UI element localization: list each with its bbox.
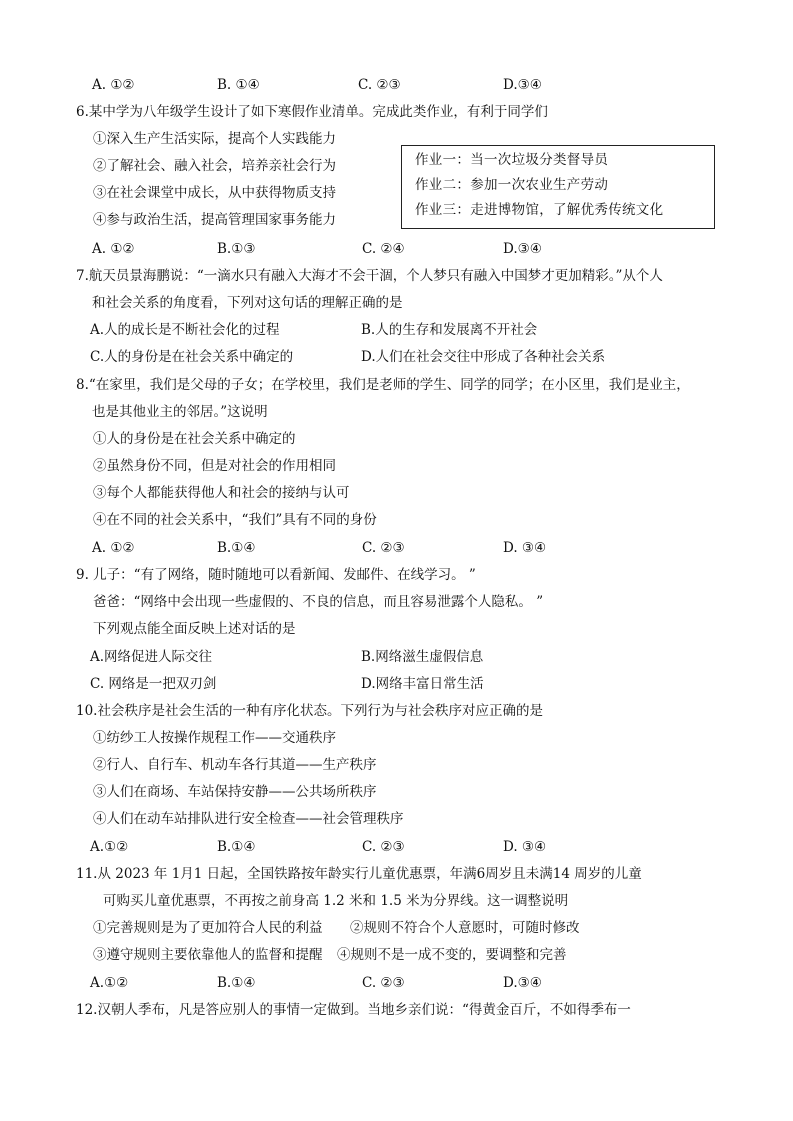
q8-option-c: C. ②③ [362,540,405,556]
q8-item-2: ②虽然身份不同，但是对社会的作用相同 [93,458,336,474]
homework-item-3: 作业三：走进博物馆，了解优秀传统文化 [415,202,664,218]
q8-option-d: D. ③④ [503,540,547,556]
q5-option-b: B. ①④ [217,77,260,93]
q6-item-2: ②了解社会、融入社会，培养亲社会行为 [93,158,336,174]
q11-option-b: B.①④ [217,975,256,991]
q10-item-3: ③人们在商场、车站保持安静——公共场所秩序 [93,784,377,800]
q8-stem-line1: 8.“在家里，我们是父母的子女；在学校里，我们是老师的学生、同学的同学；在小区里，我们是业主， [76,377,690,393]
q11-item-1: ①完善规则是为了更加符合人民的利益 [93,920,323,936]
q6-item-1: ①深入生产生活实际，提高个人实践能力 [93,131,336,147]
q7-option-a: A.人的成长是不断社会化的过程 [90,322,280,338]
q11-option-d: D.③④ [503,975,542,991]
q6-item-3: ③在社会课堂中成长，从中获得物质支持 [93,185,336,201]
q5-option-c: C. ②③ [358,77,401,93]
q9-option-c: C. 网络是一把双刃剑 [90,676,217,692]
q10-item-4: ④人们在动车站排队进行安全检查——社会管理秩序 [93,811,404,827]
q10-option-a: A.①② [90,839,129,855]
q10-option-b: B.①④ [217,839,256,855]
q6-option-b: B.①③ [217,241,256,257]
q9-stem: 下列观点能全面反映上述对话的是 [93,621,296,637]
q9-option-b: B.网络滋生虚假信息 [361,649,484,665]
q8-option-a: A. ①② [92,540,135,556]
q9-option-a: A.网络促进人际交往 [90,649,213,665]
q11-item-2: ②规则不符合个人意愿时，可随时修改 [350,920,580,936]
q6-option-d: D.③④ [503,241,542,257]
q5-option-d: D.③④ [503,77,542,93]
q6-item-4: ④参与政治生活，提高管理国家事务能力 [93,212,336,228]
q11-stem-line2: 可购买儿童优惠票，不再按之前身高 1.2 米和 1.5 米为分界线。这一调整说明 [103,893,569,909]
q8-option-b: B.①④ [217,540,256,556]
q11-item-4: ④规则不是一成不变的，要调整和完善 [337,947,567,963]
q10-option-d: D. ③④ [503,839,547,855]
q5-option-a: A. ①② [92,77,135,93]
q9-dad-line: 爸爸：“网络中会出现一些虚假的、不良的信息，而且容易泄露个人隐私。 ” [93,594,544,610]
q11-option-c: C. ②③ [362,975,405,991]
q8-item-4: ④在不同的社会关系中，“我们”具有不同的身份 [93,512,377,528]
q11-option-a: A.①② [90,975,129,991]
q10-option-c: C. ②③ [362,839,405,855]
q6-option-c: C. ②④ [362,241,405,257]
q10-item-2: ②行人、自行车、机动车各行其道——生产秩序 [93,757,377,773]
q6-stem: 6.某中学为八年级学生设计了如下寒假作业清单。完成此类作业，有利于同学们 [76,104,548,120]
homework-list-box [401,145,715,229]
q7-stem-line2: 和社会关系的角度看，下列对这句话的理解正确的是 [92,295,403,311]
q7-option-d: D.人们在社会交往中形成了各种社会关系 [361,349,606,365]
q12-stem: 12.汉朝人季布，凡是答应别人的事情一定做到。当地乡亲们说：“得黄金百斤，不如得季布一 [76,1002,631,1018]
q8-item-1: ①人的身份是在社会关系中确定的 [93,431,296,447]
homework-item-1: 作业一：当一次垃圾分类督导员 [415,152,609,168]
q8-stem-line2: 也是其他业主的邻居。”这说明 [92,404,268,420]
q9-son-line: 9. 儿子：“有了网络，随时随地可以看新闻、发邮件、在线学习。 ” [76,567,476,583]
q7-stem-line1: 7.航天员景海鹏说：“一滴水只有融入大海才不会干涸，个人梦只有融入中国梦才更加精彩。”从个人 [76,268,663,284]
q10-stem: 10.社会秩序是社会生活的一种有序化状态。下列行为与社会秩序对应正确的是 [76,703,543,719]
q9-option-d: D.网络丰富日常生活 [361,676,484,692]
q6-option-a: A. ①② [92,241,135,257]
q11-item-3: ③遵守规则主要依靠他人的监督和提醒 [93,947,323,963]
q7-option-b: B.人的生存和发展离不开社会 [361,322,538,338]
homework-item-2: 作业二：参加一次农业生产劳动 [415,177,609,193]
q11-stem-line1: 11.从 2023 年 1月1 日起，全国铁路按年龄实行儿童优惠票，年满6周岁且未满14 周岁的儿童 [76,866,642,882]
q10-item-1: ①纺纱工人按操作规程工作——交通秩序 [93,730,336,746]
q8-item-3: ③每个人都能获得他人和社会的接纳与认可 [93,485,350,501]
q7-option-c: C.人的身份是在社会关系中确定的 [90,349,294,365]
